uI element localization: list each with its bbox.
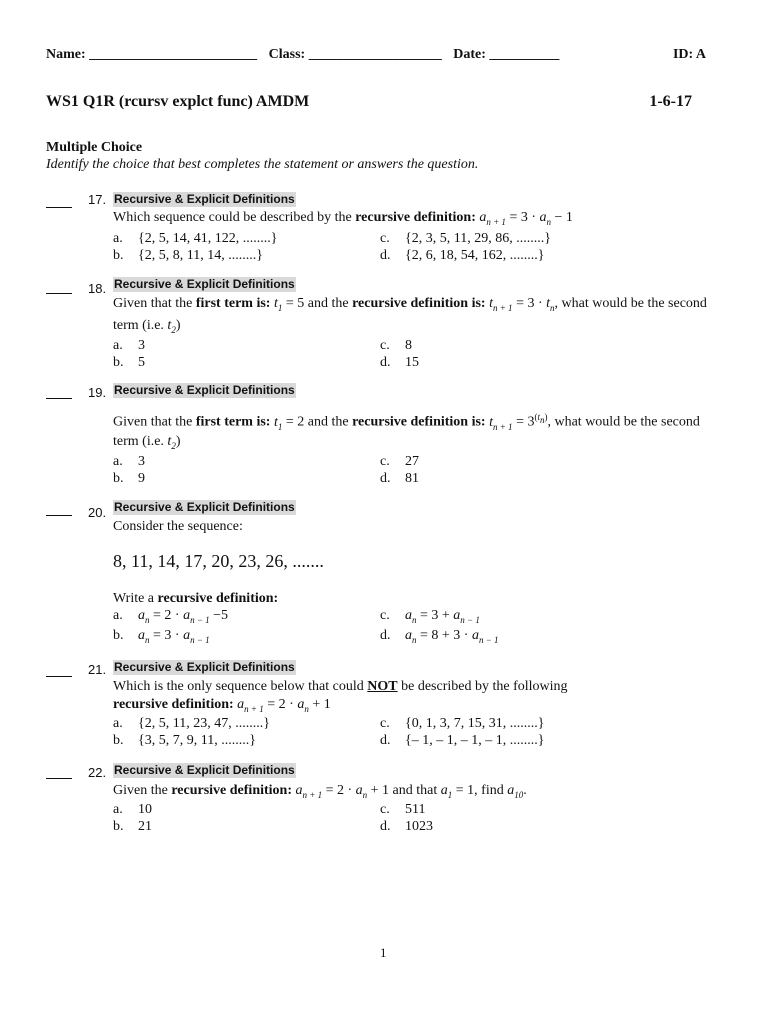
- topic-tag: Recursive & Explicit Definitions: [114, 277, 295, 291]
- question-number: 20.: [88, 505, 107, 520]
- header: [46, 47, 706, 63]
- question-number: 19.: [88, 385, 107, 400]
- section-heading: Multiple Choice: [46, 140, 143, 155]
- option-c[interactable]: c. {0, 1, 3, 7, 15, 31, ........}: [380, 716, 545, 731]
- question-stem: Consider the sequence:: [113, 519, 243, 534]
- topic-tag: Recursive & Explicit Definitions: [114, 383, 295, 397]
- question-stem-continued: term (i.e. $t_2$): [113, 434, 181, 451]
- option-d[interactable]: d. {2, 6, 18, 54, 162, ........}: [380, 248, 545, 263]
- topic-tag: Recursive & Explicit Definitions: [114, 660, 295, 674]
- id-label: ID: A: [672, 47, 706, 62]
- question-number: 22.: [88, 765, 107, 780]
- answer-blank[interactable]: [46, 676, 72, 677]
- option-c[interactable]: c. $a_n = 3 + a_{n - 1}$: [380, 608, 480, 625]
- sequence: 8, 11, 14, 17, 20, 23, 26, .......: [113, 551, 324, 571]
- topic-tag: Recursive & Explicit Definitions: [114, 192, 295, 206]
- option-d[interactable]: d. {– 1, – 1, – 1, – 1, ........}: [380, 733, 545, 748]
- option-a[interactable]: a. 10: [113, 802, 152, 817]
- worksheet-date: 1-6-17: [649, 93, 692, 110]
- instructions: Identify the choice that best completes the statement or answers the question.: [46, 157, 479, 172]
- option-d[interactable]: d. 81: [380, 471, 419, 486]
- question-number: 18.: [88, 281, 107, 296]
- answer-blank[interactable]: [46, 398, 72, 399]
- option-c[interactable]: c. 27: [380, 454, 419, 469]
- answer-blank[interactable]: [46, 207, 72, 208]
- answer-blank[interactable]: [46, 293, 72, 294]
- option-a[interactable]: a. {2, 5, 14, 41, 122, ........}: [113, 231, 278, 246]
- date-label: Date: __________: [453, 47, 560, 62]
- question-number: 21.: [88, 662, 107, 677]
- option-b[interactable]: b. 9: [113, 471, 145, 486]
- question-prompt: Write a recursive definition:: [113, 591, 279, 606]
- option-b[interactable]: b. 5: [113, 355, 145, 370]
- question-stem: Given that the first term is: $t_1 = 2$ and the recursive definition is: $t_{n + 1} = 3^{(t_n)}$, what would be the second: [113, 412, 700, 432]
- option-a[interactable]: a. 3: [113, 454, 145, 469]
- option-d[interactable]: d. 15: [380, 355, 419, 370]
- question-stem: Which is the only sequence below that could NOT be described by the following: [113, 679, 568, 694]
- option-a[interactable]: a. {2, 5, 11, 23, 47, ........}: [113, 716, 270, 731]
- answer-blank[interactable]: [46, 515, 72, 516]
- page-number: 1: [380, 945, 387, 960]
- option-a[interactable]: a. 3: [113, 338, 145, 353]
- option-c[interactable]: c. {2, 3, 5, 11, 29, 86, ........}: [380, 231, 551, 246]
- question-stem-continued: term (i.e. $t_2$): [113, 318, 181, 335]
- option-b[interactable]: b. {3, 5, 7, 9, 11, ........}: [113, 733, 256, 748]
- option-d[interactable]: d. 1023: [380, 819, 433, 834]
- topic-tag: Recursive & Explicit Definitions: [114, 500, 295, 514]
- question-stem: Given the recursive definition: $a_{n + 1} = 2 \cdot a_n + 1$ and that $a_1 = 1$, find $a_{10}$.: [113, 783, 527, 800]
- class-label: Class: ___________________: [268, 47, 442, 62]
- option-c[interactable]: c. 8: [380, 338, 412, 353]
- question-stem: Given that the first term is: $t_1 = 5$ and the recursive definition is: $t_{n + 1} = 3 \cdot t_n$, what would be the second: [113, 296, 707, 313]
- option-d[interactable]: d. $a_n = 8 + 3 \cdot a_{n - 1}$: [380, 628, 499, 645]
- answer-blank[interactable]: [46, 778, 72, 779]
- option-c[interactable]: c. 511: [380, 802, 426, 817]
- name-label: Name: ________________________: [46, 47, 258, 62]
- question-number: 17.: [88, 192, 107, 207]
- worksheet-title: WS1 Q1R (rcursv explct func) AMDM: [46, 93, 310, 110]
- option-b[interactable]: b. {2, 5, 8, 11, 14, ........}: [113, 248, 263, 263]
- question-stem: Which sequence could be described by the recursive definition: $a_{n + 1} = 3 \cdot a_n - 1$: [113, 210, 573, 227]
- topic-tag: Recursive & Explicit Definitions: [114, 763, 295, 777]
- option-a[interactable]: a. $a_n = 2 \cdot a_{n - 1} -5$: [113, 608, 229, 625]
- option-b[interactable]: b. 21: [113, 819, 152, 834]
- option-b[interactable]: b. $a_n = 3 \cdot a_{n - 1}$: [113, 628, 210, 645]
- question-stem-continued: recursive definition: $a_{n + 1} = 2 \cdot a_n + 1$: [113, 697, 331, 714]
